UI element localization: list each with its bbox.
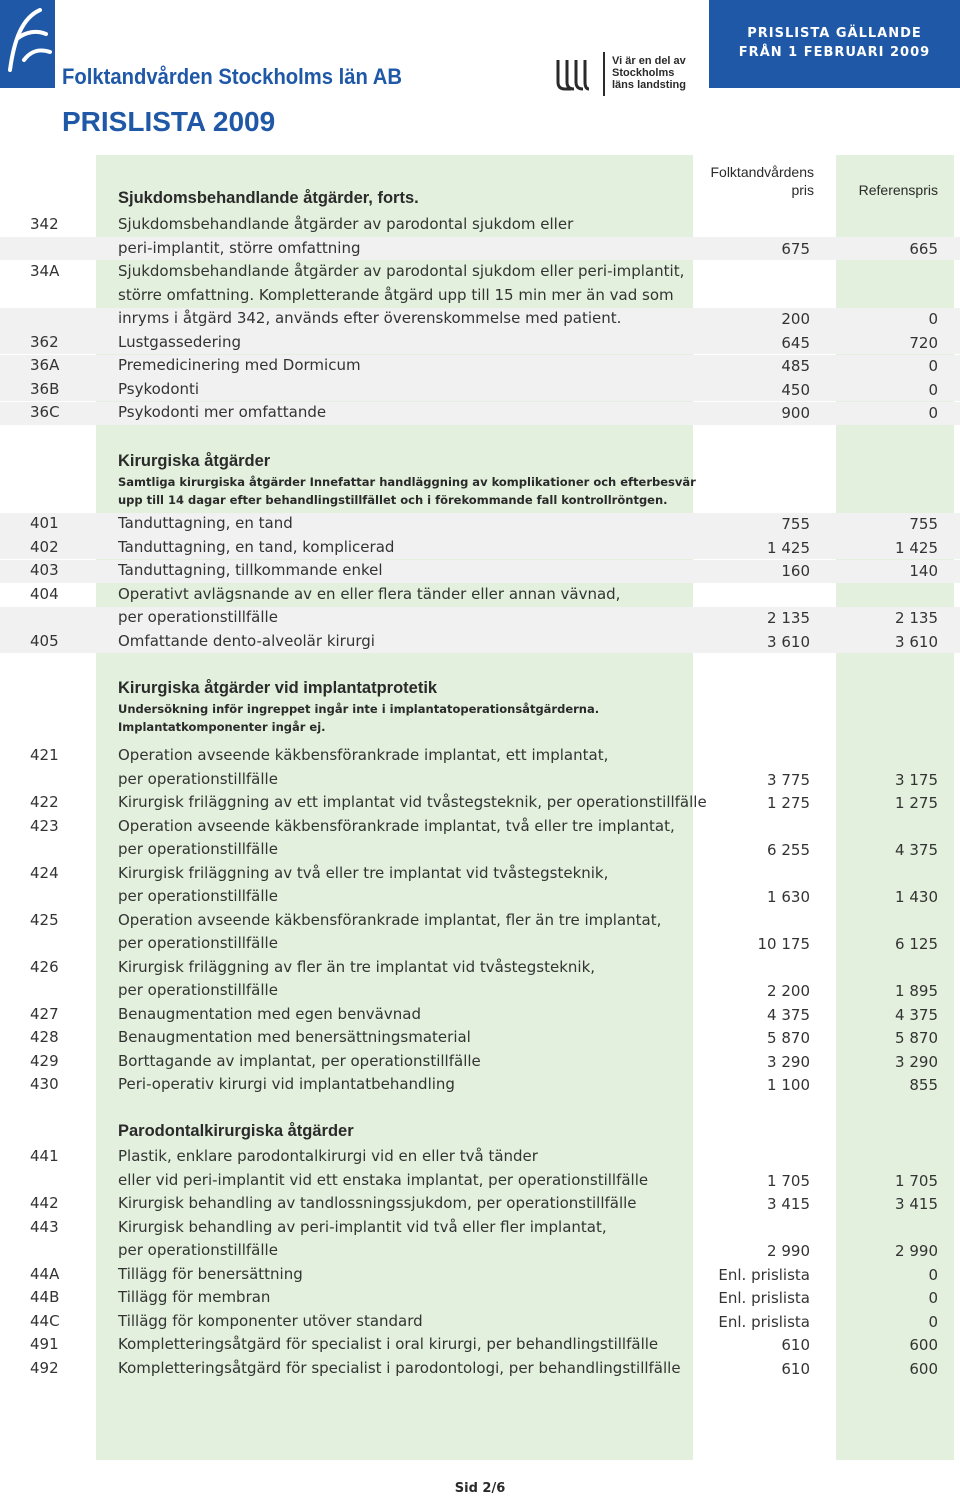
section-heading: Sjukdomsbehandlande åtgärder, forts. [118,189,419,207]
row-reference-price: 1 430 [895,888,938,906]
section-title-perio: Parodontalkirurgiska åtgärder [118,1122,354,1140]
row-price: 755 [781,515,810,533]
row-description: Benaugmentation med benersättningsmaterial [118,1028,471,1046]
row-reference-price: 600 [909,1359,938,1378]
row-reference-price: 720 [909,333,938,352]
row-reference-price: 5 870 [895,1029,938,1047]
row-price: 1 275 [767,794,810,812]
row-reference-price: 0 [928,1289,938,1307]
row-price: 450 [781,380,810,399]
row-description: Lustgassedering [118,332,241,351]
row-reference-price: 2 990 [895,1242,938,1260]
row-code: 422 [30,793,59,811]
row-code: 36C [30,403,60,421]
row-price: 3 290 [767,1052,810,1071]
row-code: 492 [30,1358,59,1377]
row-description: Kirurgisk friläggning av fler än tre implantat vid tvåstegsteknik, [118,957,596,976]
section-note: upp till 14 dagar efter behandlingstillfället och i förekommande fall kontrollröntgen. [118,493,668,507]
row-code: 424 [30,863,59,882]
row-code: 44A [30,1264,60,1283]
row-reference-price: 3 415 [895,1195,938,1213]
row-price: 3 610 [767,632,810,651]
row-price: 200 [781,310,810,328]
row-description: Tanduttagning, tillkommande enkel [118,561,383,579]
row-code: 429 [30,1051,59,1070]
row-reference-price: 0 [928,310,938,328]
row-description: Psykodonti mer omfattande [118,403,327,421]
row-description: Operation avseende käkbensförankrade implantat, fler än tre implantat, [118,910,662,929]
row-description: Kirurgisk behandling av tandlossningssjukdom, per operationstillfälle [118,1194,637,1212]
row-price: 1 630 [767,888,810,906]
row-code: 427 [30,1004,59,1023]
row-description: större omfattning. Kompletterande åtgärd upp till 15 min mer än vad som [118,285,674,304]
row-description: Sjukdomsbehandlande åtgärder av parodontal sjukdom eller peri-implantit, [118,262,685,280]
row-price: 610 [781,1336,810,1354]
row-description: per operationstillfälle [118,981,278,999]
row-description: Sjukdomsbehandlande åtgärder av parodontal sjukdom eller [118,215,574,233]
row-code: 362 [30,332,59,351]
row-code: 44C [30,1311,60,1330]
row-reference-price: 665 [909,239,938,258]
row-description: per operationstillfälle [118,840,278,858]
validity-banner [709,0,960,88]
page-title: PRISLISTA 2009 [62,106,276,137]
row-price: Enl. prislista [718,1289,810,1307]
row-price: 2 135 [767,609,810,627]
row-description: per operationstillfälle [118,769,278,788]
row-reference-price: 4 375 [895,841,938,859]
reference-column-header: Referenspris [858,182,938,198]
row-code: 426 [30,957,59,976]
row-code: 401 [30,514,59,532]
row-code: 441 [30,1147,59,1165]
row-description: Tillägg för komponenter utöver standard [118,1311,423,1330]
row-price: 645 [781,333,810,352]
row-description: Kirurgisk friläggning av ett implantat vid tvåstegsteknik, per operationstillfälle [118,793,707,811]
sll-divider [603,52,605,96]
row-price: 6 255 [767,841,810,859]
row-code: 428 [30,1028,59,1046]
row-price: 5 870 [767,1029,810,1047]
row-price: Enl. prislista [718,1312,810,1331]
validity-line-1: PRISLISTA GÄLLANDE [747,26,922,41]
row-reference-price: 600 [909,1336,938,1354]
row-price: 1 425 [767,538,810,557]
row-price: 3 775 [767,770,810,789]
row-reference-price: 140 [909,562,938,580]
row-price: 3 415 [767,1195,810,1213]
row-reference-price: 3 175 [895,770,938,789]
row-description: Tillägg för membran [118,1288,271,1306]
row-description: peri-implantit, större omfattning [118,238,361,257]
row-description: Omfattande dento-alveolär kirurgi [118,631,375,650]
row-reference-price: 2 135 [895,609,938,627]
row-reference-price: 0 [928,404,938,422]
row-description: Operativt avlägsnande av en eller flera tänder eller annan vävnad, [118,584,621,603]
row-code: 491 [30,1335,59,1353]
row-code: 404 [30,584,59,603]
row-reference-price: 3 610 [895,632,938,651]
row-description: per operationstillfälle [118,1241,278,1259]
row-description: Plastik, enklare parodontalkirurgi vid en eller två tänder [118,1147,538,1165]
row-code: 425 [30,910,59,929]
sll-logo-icon [555,58,591,92]
row-description: per operationstillfälle [118,608,278,626]
row-reference-price: 0 [928,380,938,399]
row-reference-price: 755 [909,515,938,533]
section-note: Implantatkomponenter ingår ej. [118,720,326,734]
row-description: eller vid peri-implantit vid ett enstaka implantat, per operationstillfälle [118,1170,649,1189]
row-code: 421 [30,746,59,764]
row-reference-price: 855 [909,1076,938,1094]
row-description: Kirurgisk friläggning av två eller tre implantat vid tvåstegsteknik, [118,863,609,882]
row-price: 160 [781,562,810,580]
row-description: per operationstillfälle [118,934,278,952]
price-column-header-2: pris [791,182,814,198]
row-description: per operationstillfälle [118,887,278,905]
logo [0,0,55,88]
row-reference-price: 6 125 [895,935,938,953]
row-code: 36B [30,379,60,398]
ftv-logo-icon [0,0,55,88]
row-description: Benaugmentation med egen benvävnad [118,1004,421,1023]
row-reference-price: 3 290 [895,1052,938,1071]
sll-text: Vi är en del av Stockholms läns landsting [612,55,686,91]
row-description: Operation avseende käkbensförankrade implantat, två eller tre implantat, [118,816,675,835]
row-reference-price: 1 275 [895,794,938,812]
row-price: 2 200 [767,982,810,1000]
row-code: 44B [30,1288,60,1306]
org-name: Folktandvården Stockholms län AB [62,64,403,89]
row-code: 442 [30,1194,59,1212]
row-description: Peri-operativ kirurgi vid implantatbehandling [118,1075,455,1093]
row-description: Borttagande av implantat, per operationstillfälle [118,1051,481,1070]
page-number: Sid 2/6 [454,1481,506,1496]
row-code: 443 [30,1217,59,1236]
row-price: 1 705 [767,1171,810,1190]
row-price: 1 100 [767,1076,810,1094]
row-description: Tanduttagning, en tand [118,514,293,532]
row-price: 2 990 [767,1242,810,1260]
row-price: 485 [781,357,810,375]
row-reference-price: 1 705 [895,1171,938,1190]
row-price: 10 175 [757,935,810,953]
validity-line-2: FRÅN 1 FEBRUARI 2009 [738,45,931,60]
row-price: 610 [781,1359,810,1378]
row-description: Tanduttagning, en tand, komplicerad [118,537,395,556]
row-reference-price: 0 [928,1312,938,1331]
section-note: Samtliga kirurgiska åtgärder Innefattar handläggning av komplikationer och efterbesvär [118,475,696,489]
row-price: 675 [781,239,810,258]
row-description: Premedicinering med Dormicum [118,356,361,374]
section-title-implant: Kirurgiska åtgärder vid implantatprotetik [118,679,438,697]
row-reference-price: 4 375 [895,1005,938,1024]
row-description: Operation avseende käkbensförankrade implantat, ett implantat, [118,746,609,764]
price-column-header: Folktandvårdens [710,164,814,180]
row-description: Psykodonti [118,379,200,398]
row-price: 4 375 [767,1005,810,1024]
row-code: 402 [30,537,59,556]
row-price: Enl. prislista [718,1265,810,1284]
row-reference-price: 1 425 [895,538,938,557]
row-description: Tillägg för benersättning [118,1264,303,1283]
row-description: Kompletteringsåtgärd för specialist i oral kirurgi, per behandlingstillfälle [118,1335,659,1353]
row-reference-price: 0 [928,1265,938,1284]
row-reference-price: 1 895 [895,982,938,1000]
row-code: 342 [30,215,59,233]
row-code: 34A [30,262,60,280]
section-title-surgery: Kirurgiska åtgärder [118,452,271,470]
row-code: 423 [30,816,59,835]
row-code: 430 [30,1075,59,1093]
row-code: 405 [30,631,59,650]
row-description: inryms i åtgärd 342, används efter överenskommelse med patient. [118,309,622,327]
row-code: 36A [30,356,60,374]
row-reference-price: 0 [928,357,938,375]
row-description: Kirurgisk behandling av peri-implantit vid två eller fler implantat, [118,1217,607,1236]
row-price: 900 [781,404,810,422]
section-note: Undersökning inför ingreppet ingår inte i implantatoperationsåtgärderna. [118,702,600,716]
row-code: 403 [30,561,59,579]
row-description: Kompletteringsåtgärd för specialist i parodontologi, per behandlingstillfälle [118,1358,681,1377]
